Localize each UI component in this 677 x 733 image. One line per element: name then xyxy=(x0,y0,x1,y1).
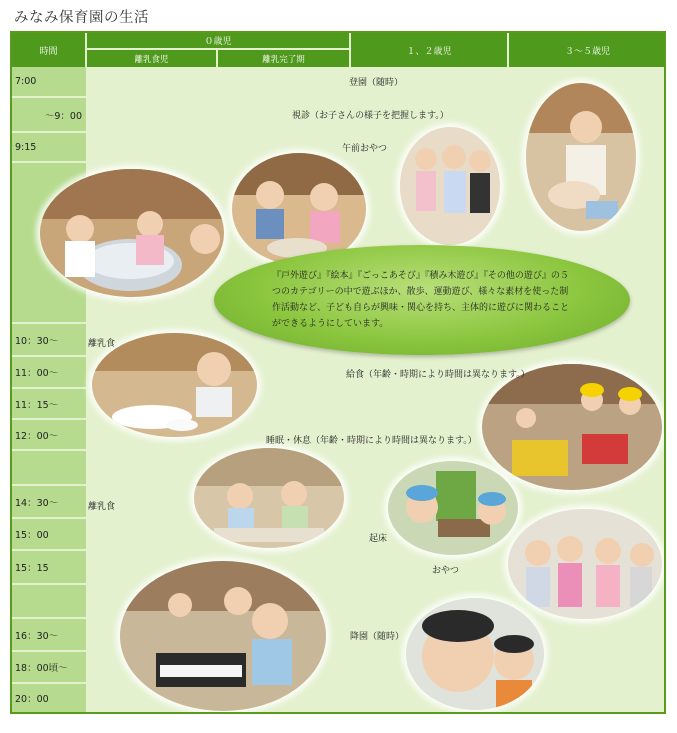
time-cell xyxy=(12,551,86,585)
photo-kids-clapping xyxy=(508,509,662,619)
time-label: 7:00 xyxy=(15,76,37,87)
header-age35 xyxy=(509,33,666,67)
event-nap: 睡眠・休息（年齢・時期により時間は異なります。） xyxy=(266,436,477,446)
header-age0-sub1-label: 離乳食児 xyxy=(134,54,169,65)
time-label: 20：00 xyxy=(15,694,49,705)
photo-baby-eating xyxy=(92,333,257,437)
play-description-text: 『戸外遊び』『絵本』『ごっこあそび』『積み木遊び』『その他の遊び』の５つのカテゴリーの中で遊ぶほか、散歩、運動遊び、様々な素材を使った制作活動など、子ども自らが興味・関心を持ち、主体的に遊びに関わることができるようにしています。 xyxy=(272,271,570,329)
time-cell xyxy=(12,451,86,486)
event-baby-food-2: 離乳食 xyxy=(88,502,116,512)
event-pm-snack: おやつ xyxy=(432,566,460,576)
time-cell xyxy=(12,652,86,684)
photo-smiling-kids xyxy=(406,598,544,710)
event-am-snack: 午前おやつ xyxy=(342,144,388,154)
time-cell xyxy=(12,519,86,551)
header-age0-sub2 xyxy=(218,50,349,67)
event-arrival: 登園（随時） xyxy=(349,78,404,88)
play-description-oval xyxy=(214,245,630,355)
time-label: 12：00～ xyxy=(15,430,59,442)
time-cell xyxy=(12,486,86,519)
header-age0-sub2-label: 離乳完了期 xyxy=(262,54,305,65)
page-title: みなみ保育園の生活 xyxy=(14,10,149,26)
time-label: 16：30～ xyxy=(15,630,59,642)
event-departure: 降園（随時） xyxy=(350,632,405,642)
photo-kids-plants xyxy=(388,461,518,555)
header-age0-sub1 xyxy=(87,50,217,67)
time-cell xyxy=(12,389,86,420)
time-cell xyxy=(12,357,86,389)
header-time-label: 時間 xyxy=(39,46,58,57)
header-age35-label: ３～５歳児 xyxy=(564,46,610,57)
time-label: 9:15 xyxy=(15,141,37,153)
time-cell xyxy=(12,420,86,451)
event-wake-up: 起床 xyxy=(369,534,388,544)
photo-water-play xyxy=(40,169,224,297)
time-label: 15：00 xyxy=(15,530,49,541)
event-baby-food-1: 離乳食 xyxy=(88,339,116,349)
time-label: 14：30～ xyxy=(15,497,59,509)
time-label: 11：15～ xyxy=(15,399,59,411)
event-lunch: 給食（年齢・時期により時間は異なります。） xyxy=(346,370,530,380)
time-column xyxy=(12,67,86,714)
time-cell xyxy=(12,619,86,652)
time-label: ～9：00 xyxy=(44,110,82,122)
header-age0 xyxy=(87,33,349,49)
time-label: 11：00～ xyxy=(15,368,59,379)
header-age12-label: １、２歳児 xyxy=(406,46,452,57)
photo-kids-crates xyxy=(482,364,662,490)
time-cell xyxy=(12,67,86,98)
photo-kids-piano xyxy=(120,561,326,711)
time-cell xyxy=(12,585,86,619)
header-time xyxy=(12,33,86,67)
time-label: 18：00頃～ xyxy=(15,663,68,674)
photo-girl-with-doll xyxy=(526,83,636,231)
time-label: 15：15 xyxy=(15,563,49,574)
time-cell xyxy=(12,324,86,357)
photo-group-toddlers xyxy=(400,127,500,245)
schedule-table xyxy=(10,31,666,714)
header-age0-label: ０歳児 xyxy=(204,37,232,47)
photo-kids-at-table xyxy=(194,448,344,548)
time-cell xyxy=(12,98,86,133)
time-cell xyxy=(12,133,86,163)
time-label: 10：30～ xyxy=(15,335,59,347)
time-cell xyxy=(12,684,86,714)
event-checkup: 視診（お子さんの様子を把握します。） xyxy=(292,111,449,121)
header-age12 xyxy=(350,33,508,67)
